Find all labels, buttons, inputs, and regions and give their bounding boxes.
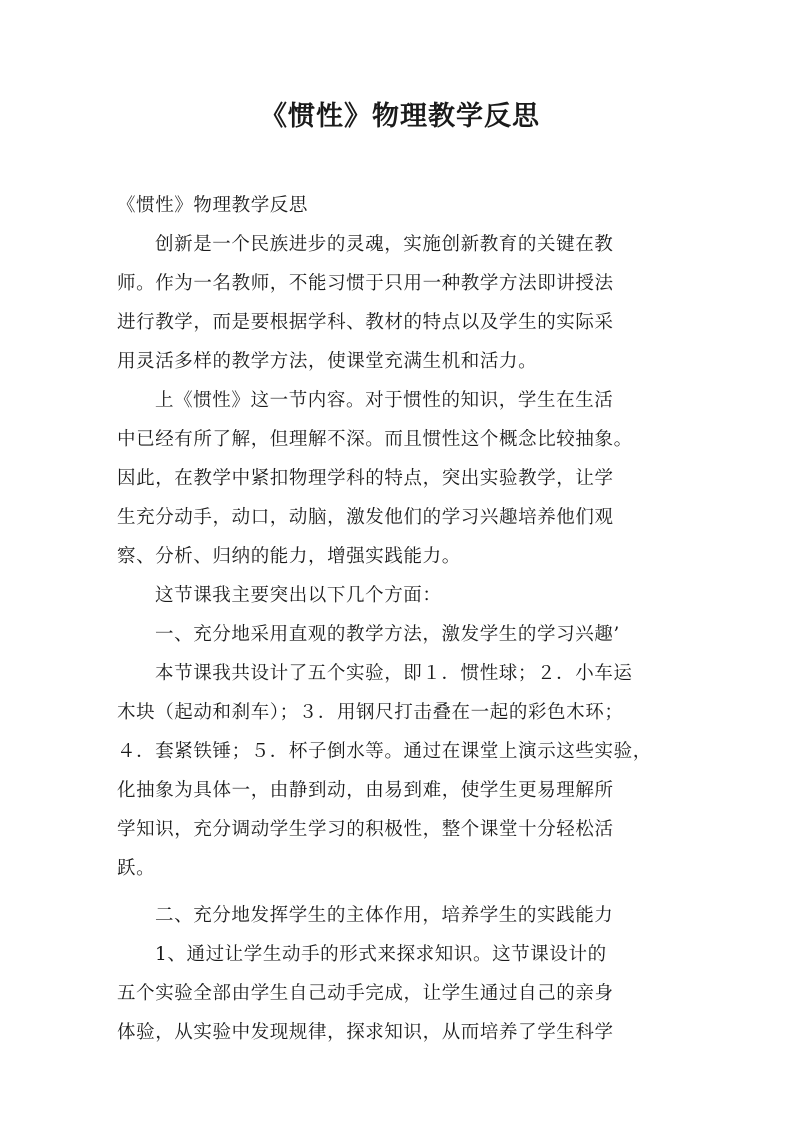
paragraph-line: 因此，在教学中紧扣物理学科的特点，突出实验教学，让学 — [117, 468, 614, 489]
paragraph-line: 这节课我主要突出以下几个方面： — [155, 585, 442, 606]
paragraph-line: ４．套紧铁锤；５．杯子倒水等。通过在课堂上演示这些实验， — [117, 741, 652, 762]
paragraph-line: 五个实验全部由学生自己动手完成，让学生通过自己的亲身 — [117, 983, 614, 1004]
paragraph-line: 中已经有所了解，但理解不深。而且惯性这个概念比较抽象。 — [117, 429, 633, 450]
document-body — [117, 186, 687, 1052]
paragraph-line: 化抽象为具体一，由静到动，由易到难，使学生更易理解所 — [117, 780, 614, 801]
paragraph-line: 创新是一个民族进步的灵魂，实施创新教育的关键在教 — [155, 234, 614, 255]
section-heading-1: 一、充分地采用直观的教学方法，激发学生的学习兴趣’ — [155, 624, 620, 645]
paragraph-line: 木块（起动和刹车）；３．用钢尺打击叠在一起的彩色木环； — [117, 702, 624, 723]
paragraph-line: 体验，从实验中发现规律，探求知识，从而培养了学生科学 — [117, 1022, 614, 1043]
paragraph-line: 上《惯性》这一节内容。对于惯性的知识，学生在生活 — [155, 390, 614, 411]
paragraph-line: 进行教学，而是要根据学科、教材的特点以及学生的实际采 — [117, 312, 614, 333]
document-title: 《惯性》物理教学反思 — [260, 101, 540, 132]
paragraph-line: 本节课我共设计了五个实验，即１．惯性球；２．小车运 — [155, 663, 633, 684]
paragraph-line: 跃。 — [117, 858, 156, 879]
paragraph-line: 1、通过让学生动手的形式来探求知识。这节课设计的 — [155, 944, 607, 965]
paragraph-line: 察、分析、归纳的能力，增强实践能力。 — [117, 546, 461, 567]
paragraph-line: 用灵活多样的教学方法，使课堂充满生机和活力。 — [117, 351, 538, 372]
section-heading-2: 二、充分地发挥学生的主体作用，培养学生的实践能力 — [155, 905, 614, 926]
paragraph-line: 生充分动手，动口，动脑，激发他们的学习兴趣培养他们观 — [117, 507, 614, 528]
paragraph-line: 师。作为一名教师，不能习惯于只用一种教学方法即讲授法 — [117, 273, 614, 294]
paragraph-line: 学知识，充分调动学生学习的积极性，整个课堂十分轻松活 — [117, 819, 614, 840]
subtitle-line: 《惯性》物理教学反思 — [117, 195, 309, 216]
